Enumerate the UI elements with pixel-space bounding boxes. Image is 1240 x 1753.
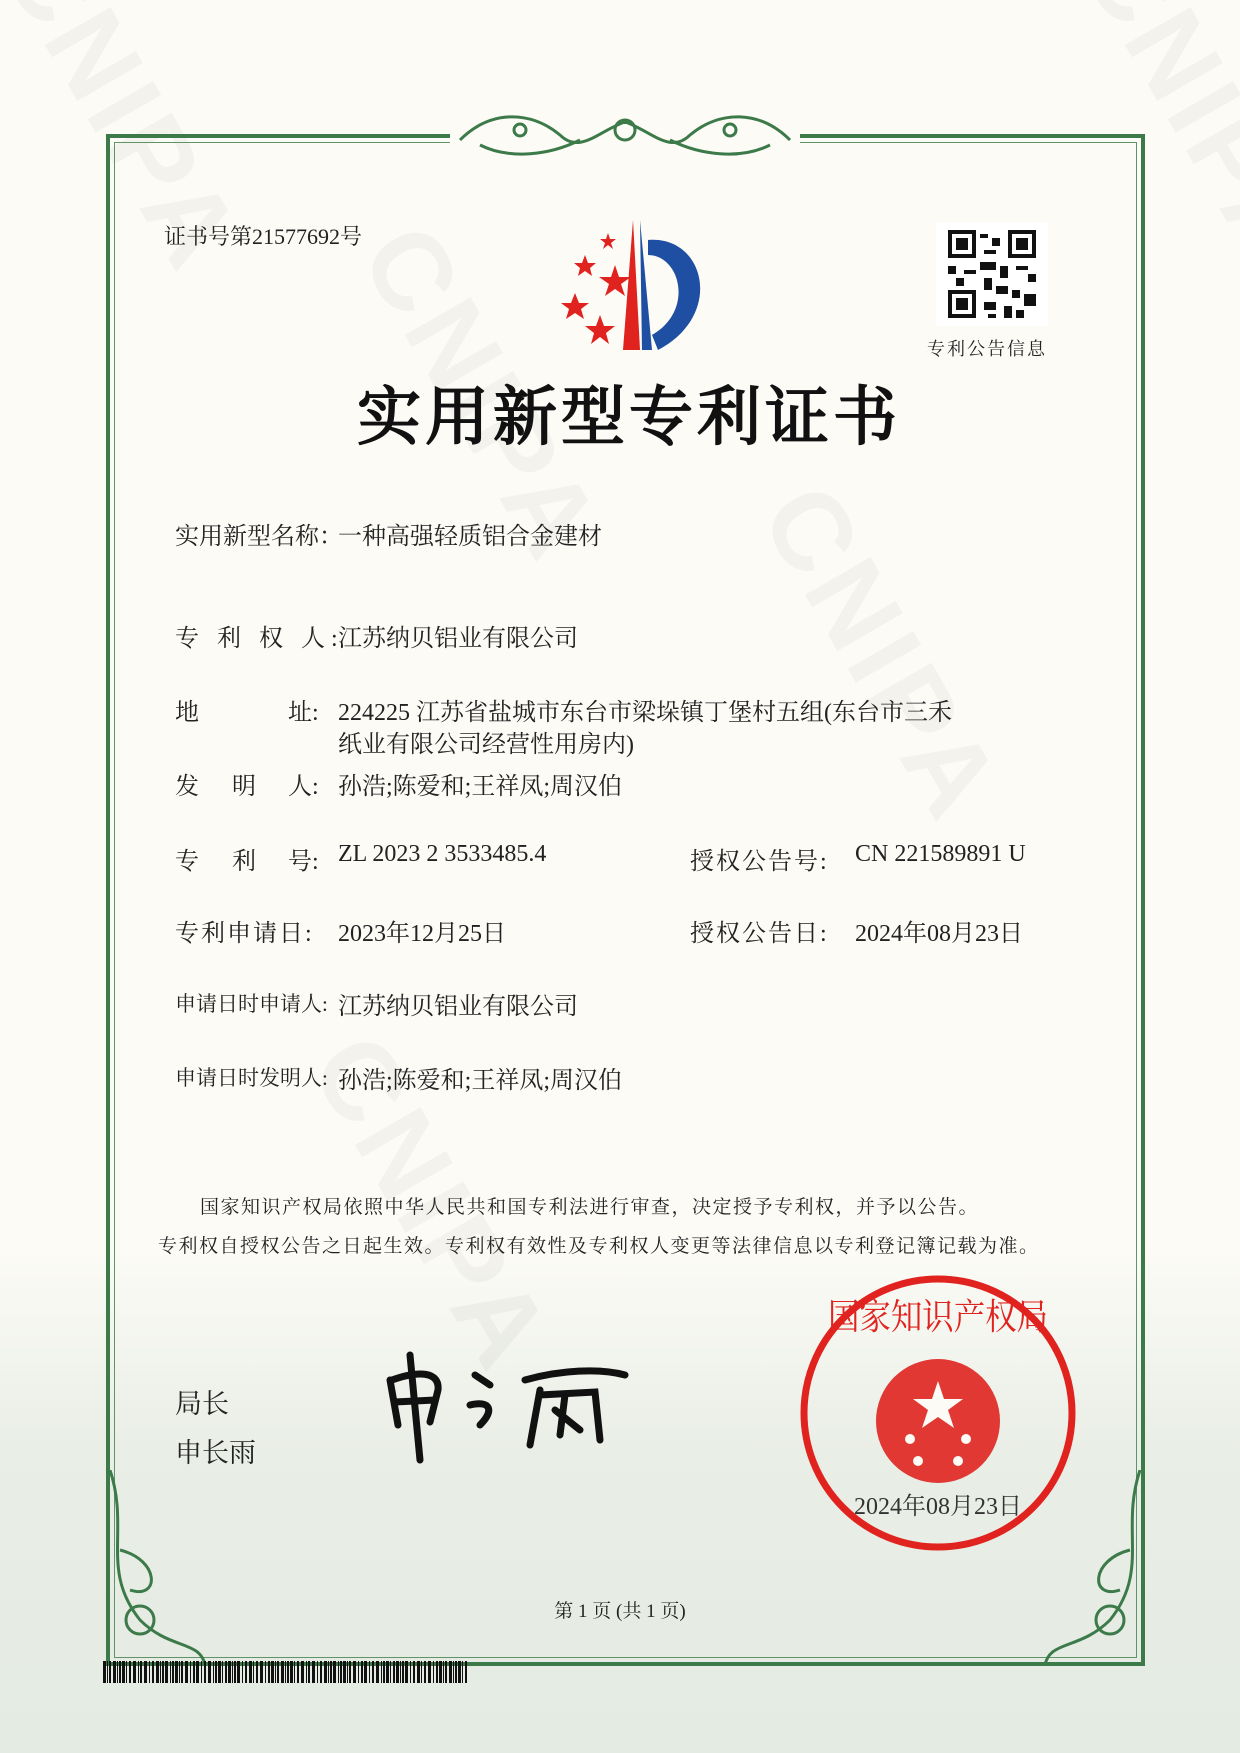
- applicant-at-filing-label: 申请日时申请人:: [175, 992, 328, 1016]
- pub-date-label: 授权公告日:: [690, 921, 829, 947]
- pub-no-label: 授权公告号:: [690, 849, 829, 875]
- patent-no-value: ZL 2023 2 3533485.4: [338, 841, 547, 867]
- pub-date-value: 2024年08月23日: [855, 921, 1023, 947]
- qr-code[interactable]: [936, 222, 1048, 326]
- page-indicator: 第 1 页 (共 1 页): [554, 1601, 686, 1622]
- name-label: 实用新型名称：: [175, 524, 343, 550]
- qr-label: 专利公告信息: [927, 339, 1047, 359]
- address-label: 地: [175, 700, 199, 726]
- inventor-label: 发: [175, 774, 199, 800]
- seal-text: 国家知识产权局: [828, 1297, 1048, 1338]
- top-ornament: [450, 100, 800, 170]
- pub-no-value: CN 221589891 U: [855, 841, 1026, 867]
- name-value: 一种高强轻质铝合金建材: [338, 524, 602, 550]
- inventor-at-filing-value: 孙浩;陈爱和;王祥凤;周汉伯: [338, 1068, 623, 1094]
- patentee-label: 专 利 权 人:: [175, 626, 344, 652]
- seal-date: 2024年08月23日: [854, 1494, 1022, 1520]
- inventor-value: 孙浩;陈爱和;王祥凤;周汉伯: [338, 774, 623, 800]
- inventor-at-filing-label: 申请日时发明人:: [175, 1066, 328, 1090]
- filing-date-value: 2023年12月25日: [338, 921, 506, 947]
- certificate-number: 证书号第21577692号: [164, 224, 363, 249]
- address-line2: 纸业有限公司经营性用房内): [338, 732, 634, 758]
- statement-line1: 国家知识产权局依照中华人民共和国专利法进行审查，决定授予专利权，并予以公告。: [200, 1197, 980, 1218]
- inventor-label-2: 明: [232, 774, 256, 800]
- filing-date-label: 专利申请日:: [175, 921, 314, 947]
- handwritten-signature: [380, 1350, 640, 1465]
- address-label-2: 址:: [288, 700, 319, 726]
- statement-line2: 专利权自授权公告之日起生效。专利权有效性及专利权人变更等法律信息以专利登记簿记载为准。: [158, 1236, 1040, 1257]
- director-name: 申长雨: [175, 1438, 256, 1469]
- patentee-value: 江苏纳贝铝业有限公司: [338, 626, 578, 652]
- corner-ornament-left: [100, 1470, 210, 1670]
- page-title: 实用新型专利证书: [357, 381, 901, 455]
- director-title: 局长: [175, 1389, 229, 1420]
- official-seal: [796, 1271, 1080, 1555]
- barcode: [103, 1661, 469, 1683]
- patent-no-label-2: 利: [232, 849, 256, 875]
- cnipa-logo: [530, 215, 720, 355]
- patent-no-label-3: 号:: [288, 849, 319, 875]
- patent-no-label: 专: [175, 849, 199, 875]
- applicant-at-filing-value: 江苏纳贝铝业有限公司: [338, 994, 578, 1020]
- address-line1: 224225 江苏省盐城市东台市梁垛镇丁堡村五组(东台市三禾: [338, 700, 952, 726]
- inventor-label-3: 人:: [288, 774, 319, 800]
